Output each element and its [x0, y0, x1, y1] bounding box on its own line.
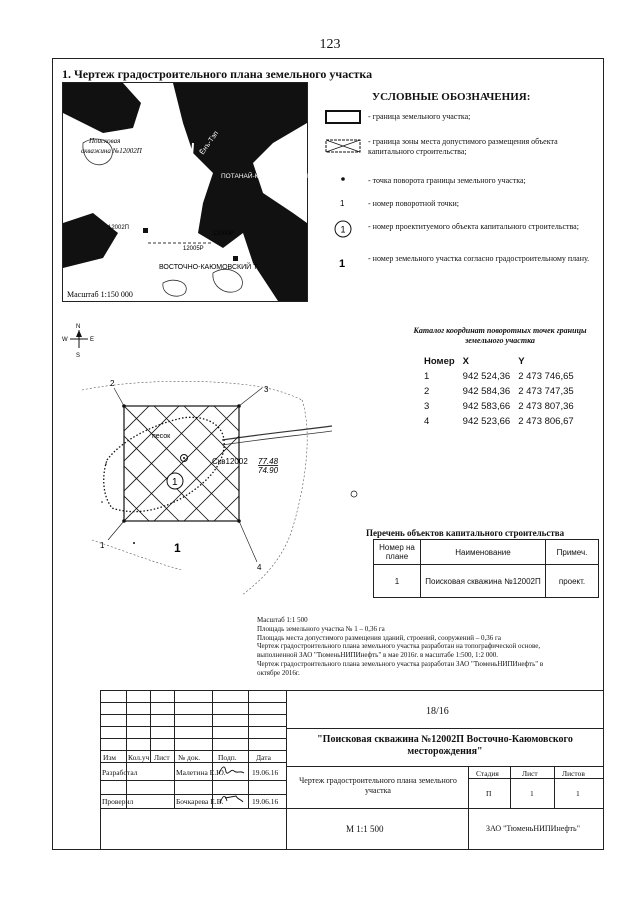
stamp-scale: М 1:1 500 [346, 824, 384, 834]
overview-place-potanay: ПОТАНАЙ-КАРТОПЬИНСКИЙ [221, 173, 312, 180]
catalog-header-x: X [462, 356, 469, 367]
overview-lake-2 [213, 269, 243, 292]
well-label: Скв12002 [212, 457, 248, 466]
compass-icon [62, 324, 94, 359]
point-label-4: 4 [257, 563, 262, 572]
stamp-sheets-label: Листов [562, 769, 585, 778]
overview-place-12005: 12005Р [183, 246, 204, 252]
stamp-stage: П [486, 789, 492, 798]
legend-item-object-number: - номер проектитуемого объекта капитального строительства; [368, 222, 579, 231]
catalog-title: Каталог координат поворотных точек границы земельного участка [413, 326, 587, 346]
terrain-mark [101, 501, 103, 503]
overview-place-12000: 12000Р [213, 231, 234, 237]
catalog-cell: 2 473 747,35 [518, 386, 574, 397]
objects-header-name: Наименование [421, 540, 546, 565]
stamp-doc-title: Чертеж градостроительного плана земельного участка [299, 776, 457, 796]
note-scale: Масштаб 1:1 500 [257, 616, 308, 624]
legend-boundary-symbol [326, 111, 360, 123]
legend-item-point-number: - номер поворотной точки; [368, 199, 459, 208]
overview-dark-area-south [63, 213, 118, 268]
legend [316, 82, 602, 292]
stamp-checked-role: Проверил [102, 797, 134, 806]
legend-title: УСЛОВНЫЕ ОБОЗНАЧЕНИЯ: [372, 91, 531, 103]
objects-cell: Поисковая скважина №12002П [421, 565, 546, 598]
objects-row [374, 565, 599, 598]
overview-well-label-2: скважина №12002П [81, 147, 142, 155]
overview-map-svg [63, 83, 312, 301]
section-title: 1. Чертеж градостроительного плана земельного участка [62, 67, 373, 81]
note-area: Площадь земельного участка № 1 – 0,36 га [257, 624, 385, 633]
objects-header-row [374, 540, 599, 565]
catalog-row [420, 399, 578, 414]
note-zone-area: Площадь места допустимого размещения зданий, строений, сооружений – 0,36 га [257, 633, 501, 642]
contour-line [82, 381, 302, 400]
well-center [183, 457, 185, 459]
stamp-developed-role: Разработал [102, 768, 138, 777]
overview-place-vk: ВОСТОЧНО-КАЮМОВСКИЙ Т [159, 264, 258, 271]
contour-line [242, 400, 307, 595]
objects-cell: проект. [546, 565, 599, 598]
legend-item-zone: - граница зоны места допустимого размещения объекта капитального строительства; [368, 137, 558, 156]
objects-title: Перечень объектов капитального строительства [366, 528, 565, 538]
catalog-cell: 942 524,36 [462, 371, 511, 382]
overview-place-enytep: Ёнъ-Тэп [198, 130, 221, 157]
stamp-col-date: Дата [256, 753, 271, 762]
notes [257, 616, 557, 677]
objects-cell: 1 [374, 565, 421, 598]
stamp-company: ЗАО "ТюменьНИПИнефть" [486, 824, 580, 833]
objects-table [373, 539, 599, 598]
legend-parcel-number-symbol: 1 [339, 258, 346, 270]
legend-item-turn-point: - точка поворота границы земельного участка; [368, 176, 526, 185]
legend-turn-point-symbol [341, 177, 345, 181]
legend-object-number: 1 [340, 224, 346, 235]
elevation-2: 74.90 [258, 466, 279, 475]
compass-n: N [76, 324, 81, 330]
overview-well-label-1: Поисковая [89, 137, 121, 145]
legend-zone-symbol [326, 140, 360, 152]
catalog-row [420, 384, 578, 399]
sand-zone [104, 417, 224, 511]
point-label-3: 3 [264, 385, 269, 394]
overview-well-marker-2 [233, 256, 238, 261]
catalog-row [420, 414, 578, 429]
stamp-checked-name: Бочкарева Е.В. [176, 797, 224, 806]
page-number: 123 [319, 37, 341, 52]
overview-well-marker [143, 228, 148, 233]
overview-scale: Масштаб 1:150 000 [67, 290, 133, 299]
point-label-1: 1 [100, 541, 105, 550]
stamp-col-izm: Изм [103, 753, 117, 762]
title-block [100, 690, 604, 850]
catalog-cell: 3 [424, 401, 430, 412]
legend-item-boundary: - граница земельного участка; [368, 112, 471, 121]
sand-label: песок [152, 433, 171, 440]
objects-header-note: Примеч. [546, 540, 599, 565]
stamp-col-sign: Подп. [218, 753, 237, 762]
compass-s: S [76, 353, 81, 359]
catalog-cell: 2 [424, 386, 430, 397]
catalog-cell: 2 473 806,67 [518, 416, 574, 427]
overview-dark-area-north [63, 83, 141, 133]
catalog-row [420, 369, 578, 384]
checked-signature [216, 790, 246, 808]
stamp-sheet: 1 [530, 789, 534, 798]
compass-e: E [90, 337, 95, 343]
stamp-stage-label: Стадия [476, 769, 499, 778]
overview-map [62, 82, 312, 302]
catalog-cell: 2 473 807,36 [518, 401, 574, 412]
stamp-sheets: 1 [576, 789, 580, 798]
contour-line [92, 540, 182, 570]
terrain-mark [105, 463, 107, 465]
catalog-cell: 942 523,66 [462, 416, 511, 427]
compass-w: W [62, 337, 68, 343]
stamp-developed-name: Малетина Е.Ю. [176, 768, 226, 777]
legend-symbols [324, 108, 364, 288]
catalog-cell: 942 583,66 [462, 401, 511, 412]
stamp-col-doc: № док. [178, 753, 201, 762]
legend-item-parcel-number: - номер земельного участка согласно градостроительному плану. [368, 254, 590, 263]
catalog-header-number: Номер [424, 356, 455, 367]
objects-header-number: Номер на плане [374, 540, 421, 565]
stamp-col-list: Лист [154, 753, 170, 762]
developed-signature [216, 762, 246, 780]
catalog-cell: 1 [424, 371, 430, 382]
site-plan [62, 324, 362, 600]
point-label-2: 2 [110, 379, 115, 388]
catalog-header-row [420, 354, 578, 369]
terrain-mark [133, 542, 135, 544]
stamp-checked-date: 19.06.16 [252, 797, 279, 806]
overview-place-12002: 12002П [108, 225, 129, 231]
stamp-project: "Поисковая скважина №12002П Восточно-Каюмовского месторождения" [317, 734, 573, 757]
legend-point-number-symbol: 1 [340, 199, 345, 208]
catalog-cell: 2 473 746,65 [518, 371, 574, 382]
catalog-cell: 4 [424, 416, 430, 427]
overview-lake-3 [163, 280, 186, 296]
stamp-developed-date: 19.06.16 [252, 768, 279, 777]
catalog-header-y: Y [518, 356, 525, 367]
note-developed: Чертеж градостроительного плана земельного участка разработан ЗАО "ТюменьНИПИнефть" в октябре 2016г. [257, 659, 544, 677]
elevation-1: 77.48 [258, 457, 279, 466]
stamp-sheet-label: Лист [522, 769, 538, 778]
stamp-col-kol: Кол.уч [128, 753, 150, 762]
note-topo: Чертеж градостроительного плана земельного участка разработан на топографической основе, выполненной ЗАО "ТюменьНИПИнефть" в мае 2016г. в масштабе 1:500, 1:2 000. [257, 642, 541, 659]
parcel-number: 1 [174, 541, 181, 555]
catalog-table [420, 354, 578, 429]
contour-mark [351, 491, 357, 497]
stamp-code: 18/16 [426, 706, 449, 717]
overview-river [163, 143, 193, 248]
object-number: 1 [172, 477, 178, 488]
catalog-cell: 942 584,36 [462, 386, 511, 397]
